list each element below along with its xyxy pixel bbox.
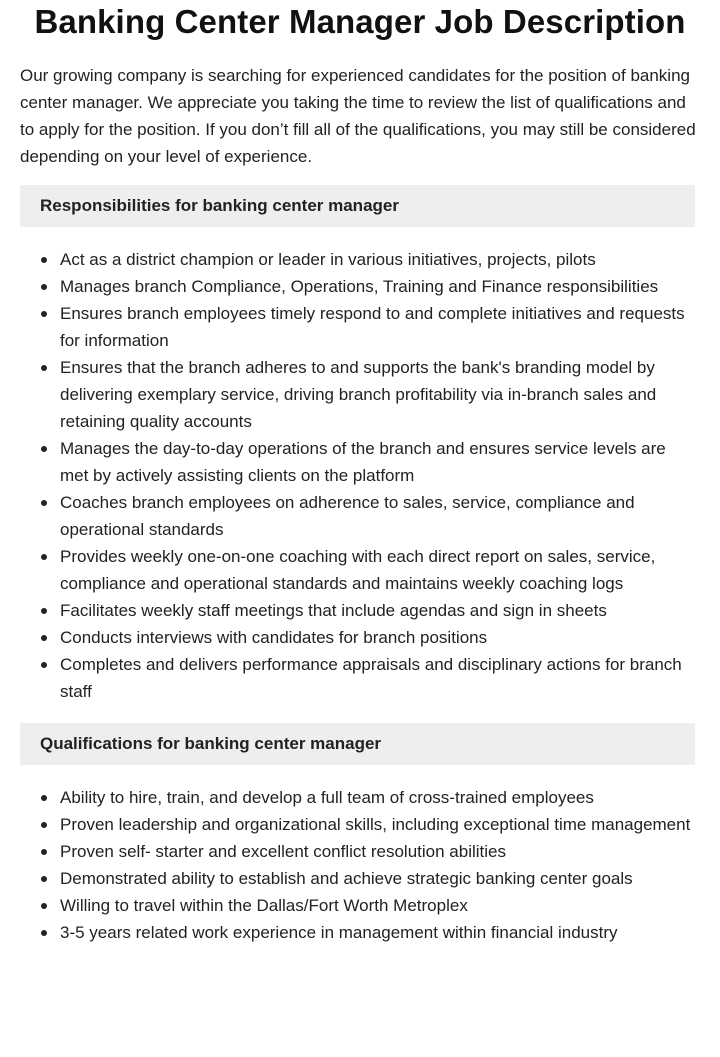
list-item-text: Ensures that the branch adheres to and supports the bank's branding model by delivering exemplary service, driving branch profitability via in-branch sales and retaining quality accounts (60, 358, 657, 431)
page-title: Banking Center Manager Job Description (34, 3, 686, 40)
responsibilities-heading: Responsibilities for banking center manager (40, 196, 399, 215)
list-item (60, 300, 695, 354)
bullet-icon (41, 662, 47, 668)
list-item (60, 838, 695, 865)
bullet-icon (41, 822, 47, 828)
list-item-text: Proven self- starter and excellent conflict resolution abilities (60, 842, 506, 861)
bullet-icon (41, 608, 47, 614)
qualifications-heading: Qualifications for banking center manager (40, 734, 382, 753)
bullet-icon (41, 849, 47, 855)
bullet-icon (41, 284, 47, 290)
list-item (60, 273, 695, 300)
list-item-text: Manages branch Compliance, Operations, Training and Finance responsibilities (60, 277, 659, 296)
list-item-text: Ability to hire, train, and develop a full team of cross-trained employees (60, 788, 594, 807)
list-item (60, 624, 695, 651)
bullet-icon (41, 365, 47, 371)
list-item-text: Ensures branch employees timely respond to and complete initiatives and requests for information (60, 304, 685, 350)
list-item (60, 543, 695, 597)
bullet-icon (41, 876, 47, 882)
qualifications-header (20, 723, 695, 765)
list-item-text: Conducts interviews with candidates for branch positions (60, 628, 488, 647)
list-item-text: Completes and delivers performance appraisals and disciplinary actions for branch staff (60, 655, 682, 701)
list-item (60, 865, 695, 892)
list-item (60, 597, 695, 624)
bullet-icon (41, 795, 47, 801)
list-item (60, 811, 695, 838)
qualifications-list (20, 784, 695, 946)
list-item (60, 892, 695, 919)
bullet-icon (41, 311, 47, 317)
list-item (60, 919, 695, 946)
list-item (60, 489, 695, 543)
list-item (60, 784, 695, 811)
list-item (60, 651, 695, 705)
bullet-icon (41, 257, 47, 263)
list-item-text: Facilitates weekly staff meetings that include agendas and sign in sheets (60, 601, 607, 620)
bullet-icon (41, 903, 47, 909)
list-item-text: 3-5 years related work experience in management within financial industry (60, 923, 618, 942)
list-item (60, 435, 695, 489)
bullet-icon (41, 554, 47, 560)
list-item-text: Provides weekly one-on-one coaching with each direct report on sales, service, compliance and operational standards and maintains weekly coaching logs (60, 547, 656, 593)
bullet-icon (41, 500, 47, 506)
list-item-text: Willing to travel within the Dallas/Fort Worth Metroplex (60, 896, 468, 915)
list-item-text: Proven leadership and organizational skills, including exceptional time management (60, 815, 691, 834)
list-item-text: Coaches branch employees on adherence to sales, service, compliance and operational standards (60, 493, 635, 539)
list-item (60, 246, 695, 273)
intro-paragraph: Our growing company is searching for experienced candidates for the position of banking center manager. We appreciate you taking the time to review the list of qualifications and to apply for the position. If you don’t fill all of the qualifications, you may still be considered depending on your level of experience. (20, 66, 696, 166)
bullet-icon (41, 930, 47, 936)
list-item-text: Manages the day-to-day operations of the branch and ensures service levels are met by actively assisting clients on the platform (60, 439, 666, 485)
list-item-text: Demonstrated ability to establish and achieve strategic banking center goals (60, 869, 633, 888)
list-item (60, 354, 695, 435)
responsibilities-header (20, 185, 695, 227)
list-item-text: Act as a district champion or leader in various initiatives, projects, pilots (60, 250, 596, 269)
bullet-icon (41, 446, 47, 452)
bullet-icon (41, 635, 47, 641)
responsibilities-list (20, 246, 695, 705)
